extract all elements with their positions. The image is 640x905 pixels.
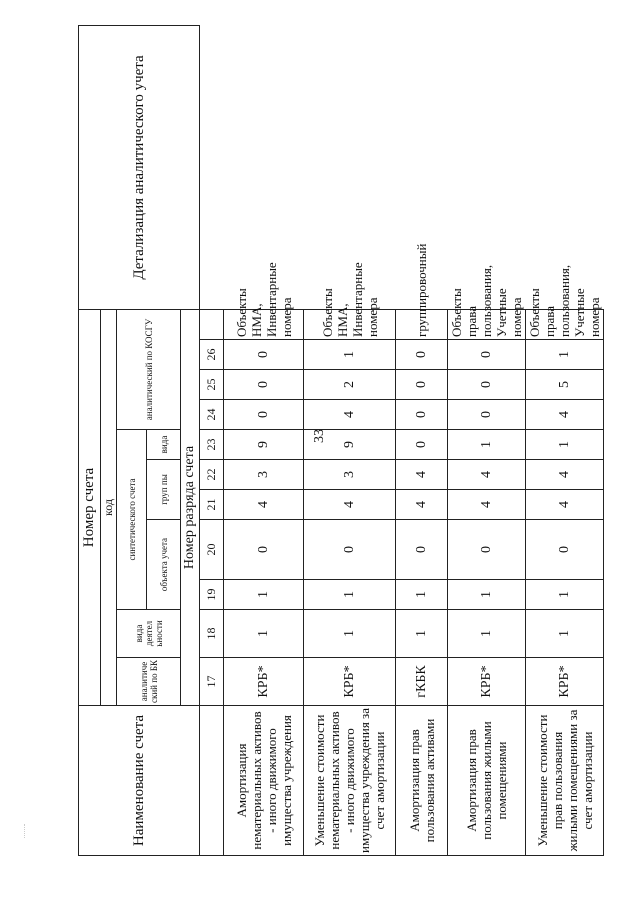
value-cell: 4 <box>396 460 448 490</box>
value-cell: 3 <box>304 460 396 490</box>
digit-cell: 22 <box>200 460 224 490</box>
header-code: код <box>101 309 117 705</box>
digit-cell: 20 <box>200 520 224 580</box>
value-cell: 4 <box>448 460 526 490</box>
account-name-cell: Амортизация прав пользования активами <box>396 706 448 856</box>
account-name-cell: Амортизация прав пользования жилыми помещениями <box>448 706 526 856</box>
value-cell: 4 <box>304 400 396 430</box>
rotated-table-area <box>78 34 602 856</box>
digit-cell: 18 <box>200 610 224 658</box>
value-cell: 4 <box>304 490 396 520</box>
value-cell: 1 <box>304 610 396 658</box>
value-cell: 0 <box>396 340 448 370</box>
value-cell: 1 <box>448 580 526 610</box>
value-cell: 0 <box>396 400 448 430</box>
header-group: груп пы <box>147 460 181 520</box>
header-kind: вида <box>147 430 181 460</box>
header-account-number: Номер счета <box>79 309 101 705</box>
value-cell: 0 <box>304 520 396 580</box>
value-cell: 1 <box>526 340 604 370</box>
account-name-cell: Уменьшение стоимости прав пользования жилыми помещениями за счет амортизации <box>526 706 604 856</box>
header-detail-blank <box>200 309 224 339</box>
value-cell: 0 <box>224 340 304 370</box>
value-cell: 1 <box>396 580 448 610</box>
detail-cell: Объекты НМА, Инвентарные номера <box>304 309 396 339</box>
digit-cell: 17 <box>200 658 224 706</box>
value-cell: КРБ* <box>304 658 396 706</box>
value-cell: КРБ* <box>526 658 604 706</box>
value-cell: 9 <box>304 430 396 460</box>
header-name-blank <box>200 706 224 856</box>
value-cell: 0 <box>526 520 604 580</box>
value-cell: 4 <box>526 460 604 490</box>
table-row <box>448 25 526 855</box>
header-analytic-kosgu: аналитический по КОСГУ <box>117 309 181 429</box>
value-cell: 4 <box>526 400 604 430</box>
value-cell: 4 <box>526 490 604 520</box>
value-cell: 1 <box>304 340 396 370</box>
scan-artifact <box>24 824 35 838</box>
value-cell: 5 <box>526 370 604 400</box>
value-cell: 9 <box>224 430 304 460</box>
header-object: объекта учета <box>147 520 181 610</box>
value-cell: 0 <box>396 370 448 400</box>
value-cell: 3 <box>224 460 304 490</box>
value-cell: 0 <box>448 520 526 580</box>
value-cell: КРБ* <box>224 658 304 706</box>
digit-cell: 21 <box>200 490 224 520</box>
account-name-cell: Уменьшение стоимости нематериальных активов - иного движимого имущества учреждения за счет амортизации <box>304 706 396 856</box>
value-cell: 0 <box>224 520 304 580</box>
value-cell: 1 <box>448 430 526 460</box>
value-cell: 2 <box>304 370 396 400</box>
value-cell: 0 <box>448 340 526 370</box>
detail-cell: группировочный <box>396 309 448 339</box>
value-cell: КРБ* <box>448 658 526 706</box>
digit-cell: 25 <box>200 370 224 400</box>
value-cell: 1 <box>396 610 448 658</box>
value-cell: 1 <box>224 580 304 610</box>
value-cell: 4 <box>396 490 448 520</box>
value-cell: 0 <box>224 400 304 430</box>
header-activity-type: вида деятел ьности <box>117 610 181 658</box>
digit-cell: 19 <box>200 580 224 610</box>
value-cell: 0 <box>396 430 448 460</box>
value-cell: гКБК <box>396 658 448 706</box>
detail-cell: Объекты НМА, Инвентарные номера <box>224 309 304 339</box>
detail-cell: Объекты права пользования, Учетные номера <box>526 309 604 339</box>
value-cell: 0 <box>448 400 526 430</box>
value-cell: 0 <box>448 370 526 400</box>
value-cell: 4 <box>448 490 526 520</box>
account-name-cell: Амортизация нематериальных активов - иного движимого имущества учреждения <box>224 706 304 856</box>
value-cell: 1 <box>224 610 304 658</box>
digit-cell: 26 <box>200 340 224 370</box>
accounts-table <box>78 25 604 856</box>
value-cell: 1 <box>526 430 604 460</box>
table-row <box>224 25 304 855</box>
header-analytic-bk: аналитиче ский по БК <box>117 658 181 706</box>
page-number: 33 <box>312 429 327 443</box>
value-cell: 1 <box>448 610 526 658</box>
table-row <box>304 25 396 855</box>
value-cell: 0 <box>224 370 304 400</box>
table-row <box>396 25 448 855</box>
header-digit-number: Номер разряда счета <box>181 309 200 705</box>
digit-cell: 23 <box>200 430 224 460</box>
header-account-name: Наименование счета <box>79 706 200 856</box>
digit-cell: 24 <box>200 400 224 430</box>
value-cell: 1 <box>304 580 396 610</box>
table-row <box>526 25 604 855</box>
value-cell: 1 <box>526 610 604 658</box>
value-cell: 1 <box>526 580 604 610</box>
header-detail: Детализация аналитического учета <box>79 25 200 309</box>
detail-cell: Объекты права пользования, Учетные номера <box>448 309 526 339</box>
value-cell: 4 <box>224 490 304 520</box>
table-rotation-wrapper <box>78 34 602 856</box>
value-cell: 0 <box>396 520 448 580</box>
header-synthetic: синтетического счета <box>117 430 147 610</box>
